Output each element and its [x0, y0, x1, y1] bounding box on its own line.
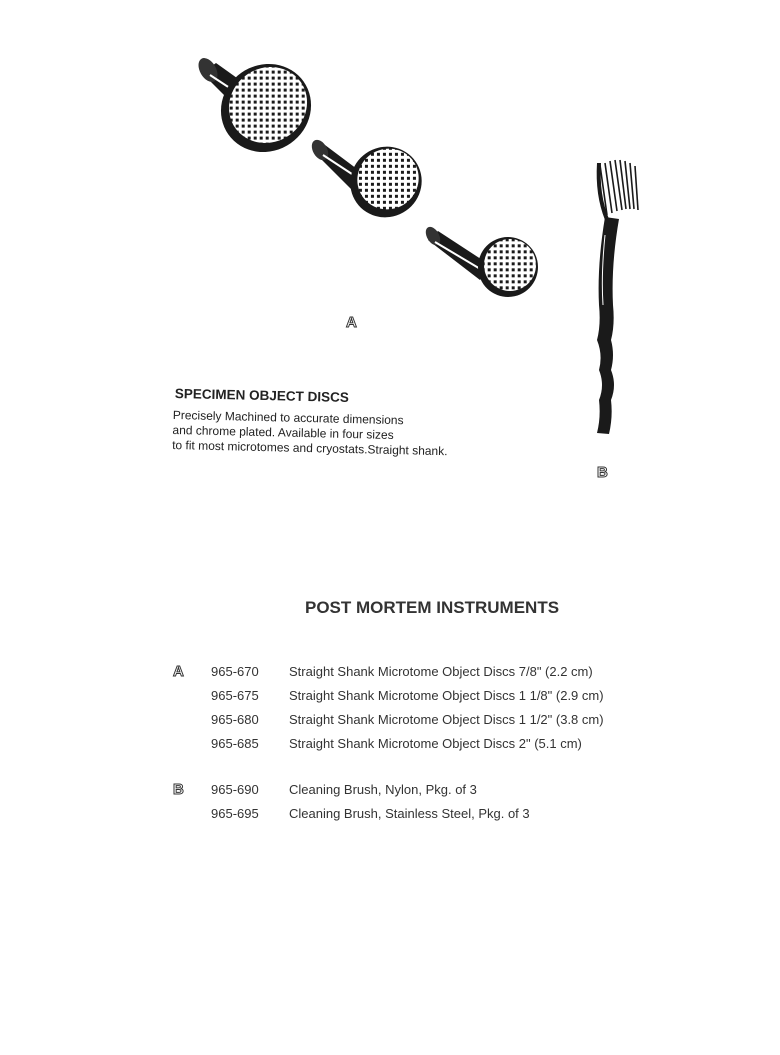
catalog-description: Straight Shank Microtome Object Discs 1 1/8" (2.9 cm) — [289, 688, 604, 703]
catalog-code: 965-670 — [211, 664, 259, 679]
catalog-description: Straight Shank Microtome Object Discs 7/8" (2.2 cm) — [289, 664, 593, 679]
large-disc-shape — [195, 46, 329, 169]
specimen-desc-line-1: Precisely Machined to accurate dimensions — [172, 408, 404, 428]
small-disc-shape — [423, 224, 550, 308]
cleaning-brush-illustration — [585, 155, 655, 445]
catalog-code: 965-685 — [211, 736, 259, 751]
catalog-description: Straight Shank Microtome Object Discs 2" (5.1 cm) — [289, 736, 582, 751]
catalog-code: 965-690 — [211, 782, 259, 797]
medium-disc-shape — [308, 133, 435, 232]
illustration-label-b: B — [597, 464, 608, 481]
catalog-group-label: A — [173, 663, 184, 680]
catalog-description: Cleaning Brush, Stainless Steel, Pkg. of 3 — [289, 806, 530, 821]
catalog-code: 965-675 — [211, 688, 259, 703]
specimen-desc-line-2: and chrome plated. Available in four sizes — [172, 422, 394, 443]
specimen-desc-line-3: to fit most microtomes and cryostats.Straight shank. — [172, 437, 448, 459]
specimen-description — [172, 408, 448, 459]
catalog-description: Straight Shank Microtome Object Discs 1 1/2" (3.8 cm) — [289, 712, 604, 727]
catalog-code: 965-695 — [211, 806, 259, 821]
catalog-code: 965-680 — [211, 712, 259, 727]
specimen-title: SPECIMEN OBJECT DISCS — [174, 386, 349, 405]
specimen-disc-illustration — [190, 45, 550, 335]
catalog-group-label: B — [173, 781, 184, 798]
catalog-description: Cleaning Brush, Nylon, Pkg. of 3 — [289, 782, 477, 797]
illustration-label-a: A — [346, 314, 357, 331]
page-title: POST MORTEM INSTRUMENTS — [305, 598, 560, 617]
